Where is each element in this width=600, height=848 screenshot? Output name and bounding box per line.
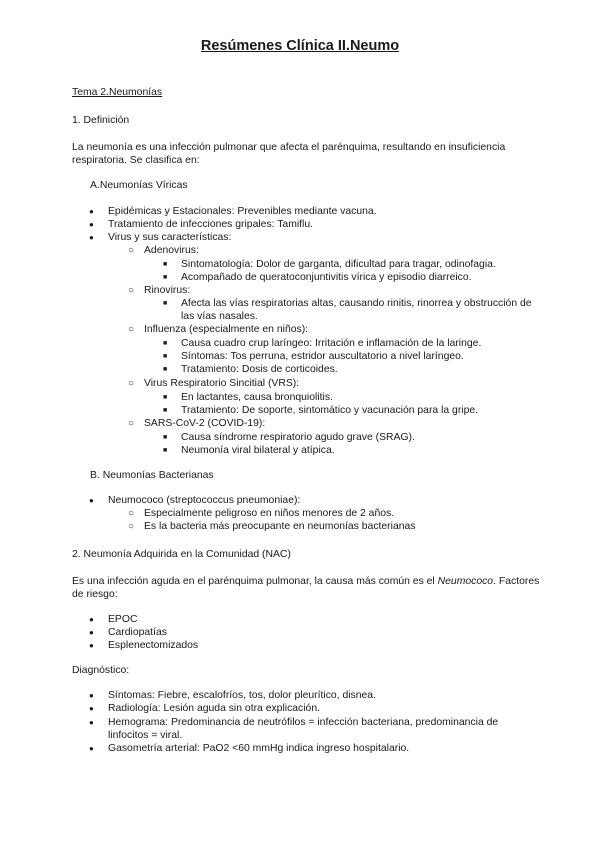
list-item: Acompañado de queratoconjuntivitis vírica y episodio diarreico. bbox=[181, 272, 472, 283]
list-item: Neumococo (streptococcus pneumoniae): bbox=[108, 495, 301, 506]
bullet-icon: ● bbox=[89, 691, 94, 700]
square-bullet-icon: ■ bbox=[163, 300, 168, 307]
intro-text-c: . Factores bbox=[493, 576, 540, 587]
virus-influenza: Influenza (especialmente en niños): bbox=[144, 324, 309, 335]
circle-bullet-icon: ○ bbox=[128, 378, 135, 389]
section-1-intro-line-1: La neumonía es una infección pulmonar que afecta el parénquima, resultando en insuficiencia bbox=[72, 142, 506, 153]
bullet-icon: ● bbox=[89, 220, 94, 229]
list-item: Tratamiento: Dosis de corticoides. bbox=[181, 364, 338, 375]
circle-bullet-icon: ○ bbox=[128, 508, 135, 519]
list-item: Es la bacteria más preocupante en neumonías bacterianas bbox=[144, 521, 416, 532]
topic-heading: Tema 2.Neumonías bbox=[72, 87, 163, 98]
diagnosis-heading: Diagnóstico: bbox=[72, 665, 130, 676]
list-item: Hemograma: Predominancia de neutrófilos = infección bacteriana, predominancia de bbox=[108, 717, 499, 728]
bullet-icon: ● bbox=[89, 496, 94, 505]
section-2-heading: 2. Neumonía Adquirida en la Comunidad (NAC) bbox=[72, 549, 291, 560]
bullet-icon: ● bbox=[89, 641, 94, 650]
section-1-heading: 1. Definición bbox=[72, 115, 130, 126]
list-item-continuation: linfocitos = viral. bbox=[108, 730, 183, 741]
list-item: En lactantes, causa bronquiolitis. bbox=[181, 392, 333, 403]
list-item: Causa síndrome respiratorio agudo grave (SRAG). bbox=[181, 432, 415, 443]
list-item: Afecta las vías respiratorias altas, causando rinitis, rinorrea y obstrucción de bbox=[181, 298, 532, 309]
virus-vrs: Virus Respiratorio Sincitial (VRS): bbox=[144, 378, 300, 389]
viral-heading: A.Neumonías Víricas bbox=[90, 180, 188, 191]
list-item: Sintomatología: Dolor de garganta, dificultad para tragar, odinofagia. bbox=[181, 259, 496, 270]
bullet-icon: ● bbox=[89, 233, 94, 242]
section-2-intro-line-2: de riesgo: bbox=[72, 589, 118, 600]
list-item: Radiología: Lesión aguda sin otra explicación. bbox=[108, 703, 320, 714]
list-item: EPOC bbox=[108, 614, 138, 625]
list-item: Síntomas: Fiebre, escalofríos, tos, dolor pleurítico, disnea. bbox=[108, 690, 376, 701]
list-item-continuation: las vías nasales. bbox=[181, 311, 258, 322]
bullet-icon: ● bbox=[89, 615, 94, 624]
bullet-icon: ● bbox=[89, 628, 94, 637]
circle-bullet-icon: ○ bbox=[128, 285, 135, 296]
virus-adenovirus: Adenovirus: bbox=[144, 245, 199, 256]
list-item: Cardiopatías bbox=[108, 627, 167, 638]
square-bullet-icon: ■ bbox=[163, 274, 168, 281]
square-bullet-icon: ■ bbox=[163, 407, 168, 414]
list-item: Tratamiento de infecciones gripales: Tamiflu. bbox=[108, 219, 314, 230]
section-1-intro-line-2: respiratoria. Se clasifica en: bbox=[72, 155, 200, 166]
circle-bullet-icon: ○ bbox=[128, 324, 135, 335]
bullet-icon: ● bbox=[89, 207, 94, 216]
list-item: Especialmente peligroso en niños menores de 2 años. bbox=[144, 508, 395, 519]
circle-bullet-icon: ○ bbox=[128, 245, 135, 256]
square-bullet-icon: ■ bbox=[163, 353, 168, 360]
list-item: Síntomas: Tos perruna, estridor auscultatorio a nivel laríngeo. bbox=[181, 351, 464, 362]
virus-rinovirus: Rinovirus: bbox=[144, 285, 191, 296]
circle-bullet-icon: ○ bbox=[128, 521, 135, 532]
intro-italic-neumococo: Neumococo bbox=[437, 576, 494, 587]
list-item: Virus y sus características: bbox=[108, 232, 232, 243]
square-bullet-icon: ■ bbox=[163, 434, 168, 441]
list-item: Esplenectomizados bbox=[108, 640, 199, 651]
list-item: Gasometría arterial: PaO2 <60 mmHg indica ingreso hospitalario. bbox=[108, 743, 410, 754]
bullet-icon: ● bbox=[89, 704, 94, 713]
list-item: Tratamiento: De soporte, sintomático y vacunación para la gripe. bbox=[181, 405, 479, 416]
list-item: Neumonía viral bilateral y atípica. bbox=[181, 445, 335, 456]
bullet-icon: ● bbox=[89, 718, 94, 727]
document-title: Resúmenes Clínica II.Neumo bbox=[200, 38, 400, 54]
square-bullet-icon: ■ bbox=[163, 340, 168, 347]
list-item: Causa cuadro crup laríngeo: Irritación e inflamación de la laringe. bbox=[181, 338, 482, 349]
virus-sars-cov-2: SARS-CoV-2 (COVID-19): bbox=[144, 418, 266, 429]
intro-text-a: Es una infección aguda en el parénquima pulmonar, la causa más común es el bbox=[72, 576, 438, 587]
circle-bullet-icon: ○ bbox=[128, 418, 135, 429]
section-2-intro-line-1 bbox=[72, 575, 539, 588]
square-bullet-icon: ■ bbox=[163, 394, 168, 401]
square-bullet-icon: ■ bbox=[163, 261, 168, 268]
bullet-icon: ● bbox=[89, 744, 94, 753]
square-bullet-icon: ■ bbox=[163, 366, 168, 373]
list-item: Epidémicas y Estacionales: Prevenibles mediante vacuna. bbox=[108, 206, 377, 217]
bacterial-heading: B. Neumonías Bacterianas bbox=[90, 470, 214, 481]
square-bullet-icon: ■ bbox=[163, 447, 168, 454]
